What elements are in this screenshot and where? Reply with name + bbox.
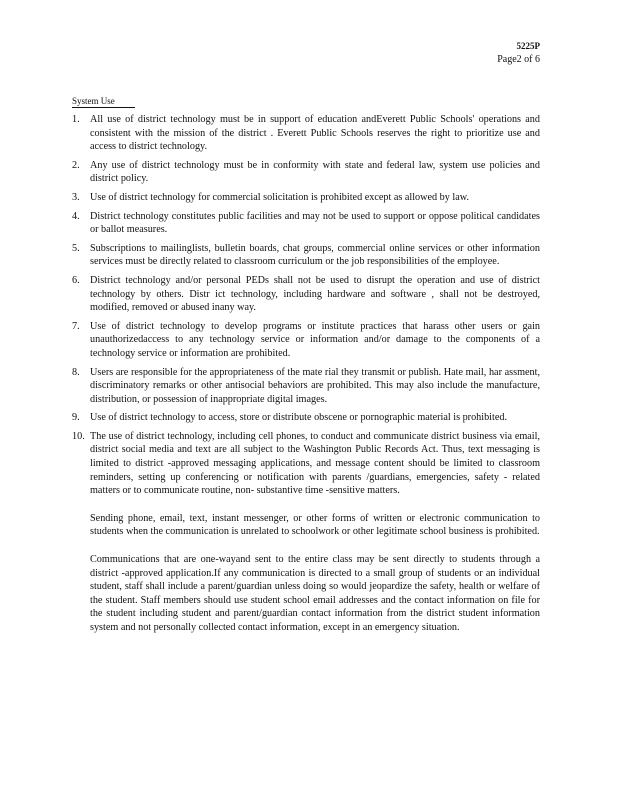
list-item (72, 274, 540, 315)
item-body (90, 191, 540, 205)
item-number: 2. (72, 159, 80, 171)
item-paragraph: District technology and/or personal PEDs shall not be used to disrupt the operation and use of district technology by others. Distr ict technology, including hardware and software , shall not be destroyed, modified, removed or abused inany way. (90, 274, 540, 314)
item-paragraph: Communications that are one-wayand sent to the entire class may be sent directly to students through a district -approved application.If any communication is directed to a small group of students or an individual student, staff shall include a parent/guardian unless doing so would jeopardize the safety, health or welfare of the student. Staff members should use student school email addresses and the contact information on file for the student including student and parent/guardian contact information from the district student information system and not personally collected contact information, except in an emergency situation. (90, 554, 540, 633)
item-paragraph: Use of district technology to develop programs or institute practices that harass other users or gain unauthorizedaccess to any technology service or information and/or damage to the components of a technology service or information are prohibited. (90, 320, 540, 359)
item-number: 10. (72, 430, 85, 442)
item-paragraph: The use of district technology, including cell phones, to conduct and communicate district business via email, district social media and text are all subject to the Washington Public Records Act. Thus, text messaging is limited to district -approved messaging applications, and message content should be limited to classroom reminders, setting up conferencing or notification with parents /guardians, emergencies, safety - related matters or to communicate routine, non- substantive time -sensitive matters. (90, 430, 540, 497)
item-body (90, 159, 540, 186)
item-paragraph: Any use of district technology must be in conformity with state and federal law, system use policies and district policy. (90, 159, 540, 185)
item-number: 4. (72, 210, 80, 222)
item-paragraph: Sending phone, email, text, instant messenger, or other forms of written or electronic communication to students when the communication is unrelated to schoolwork or other legitimate school business is prohibited. (90, 512, 540, 538)
rules-list (72, 113, 540, 640)
item-paragraph: Use of district technology for commercial solicitation is prohibited except as allowed by law. (90, 191, 470, 203)
policy-number: 5225P (516, 41, 540, 51)
item-body (90, 242, 540, 269)
item-paragraph: Users are responsible for the appropriateness of the mate rial they transmit or publish. Hate mail, har assment, discriminatory remarks or other antisocial behaviors are prohibited. This may also include the manufacture, distribution, or possession of inappropriate digital images. (90, 366, 540, 405)
list-item (72, 366, 540, 407)
page-number: Page2 of 6 (497, 54, 540, 65)
item-number: 9. (72, 412, 80, 424)
item-body (90, 274, 540, 315)
item-body (90, 411, 540, 425)
list-item (72, 113, 540, 154)
item-body (90, 113, 540, 154)
item-number: 8. (72, 366, 80, 378)
item-number: 7. (72, 320, 80, 332)
item-paragraph: Use of district technology to access, store or distribute obscene or pornographic material is prohibited. (90, 412, 508, 424)
item-number: 3. (72, 191, 80, 203)
list-item (72, 411, 540, 425)
item-body (90, 430, 540, 635)
section-title: System Use (72, 96, 135, 108)
list-item (72, 210, 540, 237)
item-number: 5. (72, 242, 80, 254)
item-number: 6. (72, 274, 80, 286)
list-item (72, 430, 540, 635)
page-header (497, 40, 540, 66)
list-item (72, 242, 540, 269)
item-paragraph: District technology constitutes public facilities and may not be used to support or oppose political candidates or ballot measures. (90, 210, 540, 236)
item-body (90, 366, 540, 407)
item-paragraph: All use of district technology must be in support of education andEverett Public Schools' operations and consistent with the mission of the district . Everett Public Schools reserves the right to prioritize use and access to district technology. (90, 114, 540, 153)
list-item (72, 320, 540, 361)
item-paragraph: Subscriptions to mailinglists, bulletin boards, chat groups, commercial online services or other information services must be directly related to classroom curriculum or the job responsibilities of the employee. (90, 242, 540, 268)
item-number: 1. (72, 114, 80, 125)
item-body (90, 210, 540, 237)
item-body (90, 320, 540, 361)
list-item (72, 159, 540, 186)
list-item (72, 191, 540, 205)
